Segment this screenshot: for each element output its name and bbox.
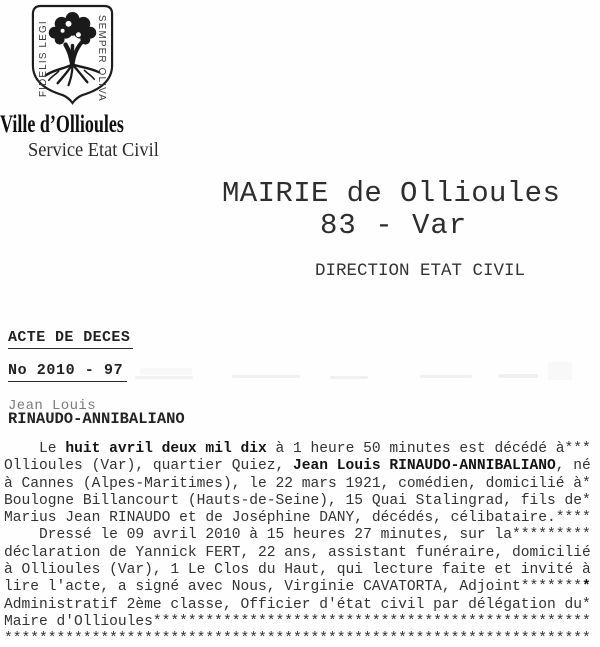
city-name: Ville d’Ollioules: [0, 111, 124, 138]
scan-smudge: [232, 375, 300, 378]
mairie-title: MAIRIE de Ollioules: [222, 177, 561, 210]
motto-left-text: FIDELIS LEGI: [37, 20, 49, 98]
act-body-text: [4, 441, 591, 647]
document-line: Marius Jean RINAUDO et de Joséphine DANY, décédés, célibataire.****: [4, 510, 591, 527]
document-line: lire l'acte, a signé avec Nous, Virginie CAVATORTA, Adjoint********: [4, 579, 591, 596]
document-line: Dressé le 09 avril 2010 à 15 heures 27 minutes, sur la*********: [4, 527, 591, 544]
service-name: Service Etat Civil: [28, 139, 159, 161]
document-line: à Cannes (Alpes-Maritimes), le 22 mars 1921, comédien, domicilié à*: [4, 475, 591, 492]
scan-smudge: [330, 376, 368, 379]
direction-etat-civil-label: DIRECTION ETAT CIVIL: [315, 261, 526, 281]
scan-smudge: [548, 362, 572, 380]
document-line: Boulogne Billancourt (Hauts-de-Seine), 15 Quai Stalingrad, fils de*: [4, 492, 591, 509]
document-line: Administratif 2ème classe, Officier d'état civil par délégation du*: [4, 596, 591, 613]
olive-tree-shield-icon: [25, 2, 120, 105]
scan-smudge: [420, 375, 472, 378]
scan-smudge: [498, 374, 538, 378]
document-line: *******************************************************************: [4, 631, 591, 647]
coat-of-arms: [25, 2, 120, 105]
department-number: 83 - Var: [320, 209, 468, 242]
deceased-firstnames: Jean Louis: [8, 398, 97, 414]
act-number: No 2010 - 97: [8, 362, 127, 382]
document-line: à Ollioules (Var), 1 Le Clos du Haut, qui lecture faite et invité à: [4, 562, 591, 579]
scan-smudge: [135, 376, 193, 379]
document-line: Ollioules (Var), quartier Quiez, Jean Louis RINAUDO-ANNIBALIANO, né: [4, 458, 591, 475]
scan-smudge: [140, 368, 192, 375]
document-line: déclaration de Yannick FERT, 22 ans, assistant funéraire, domicilié: [4, 544, 591, 561]
document-line: Maire d'Ollioules**************************************************: [4, 613, 591, 630]
motto-right-text: SEMPER OLIVA: [96, 14, 108, 102]
document-line: Le huit avril deux mil dix à 1 heure 50 minutes est décédé à***: [4, 441, 591, 457]
act-type-heading: ACTE DE DECES: [8, 329, 133, 349]
deceased-lastname: RINAUDO-ANNIBALIANO: [8, 410, 185, 428]
